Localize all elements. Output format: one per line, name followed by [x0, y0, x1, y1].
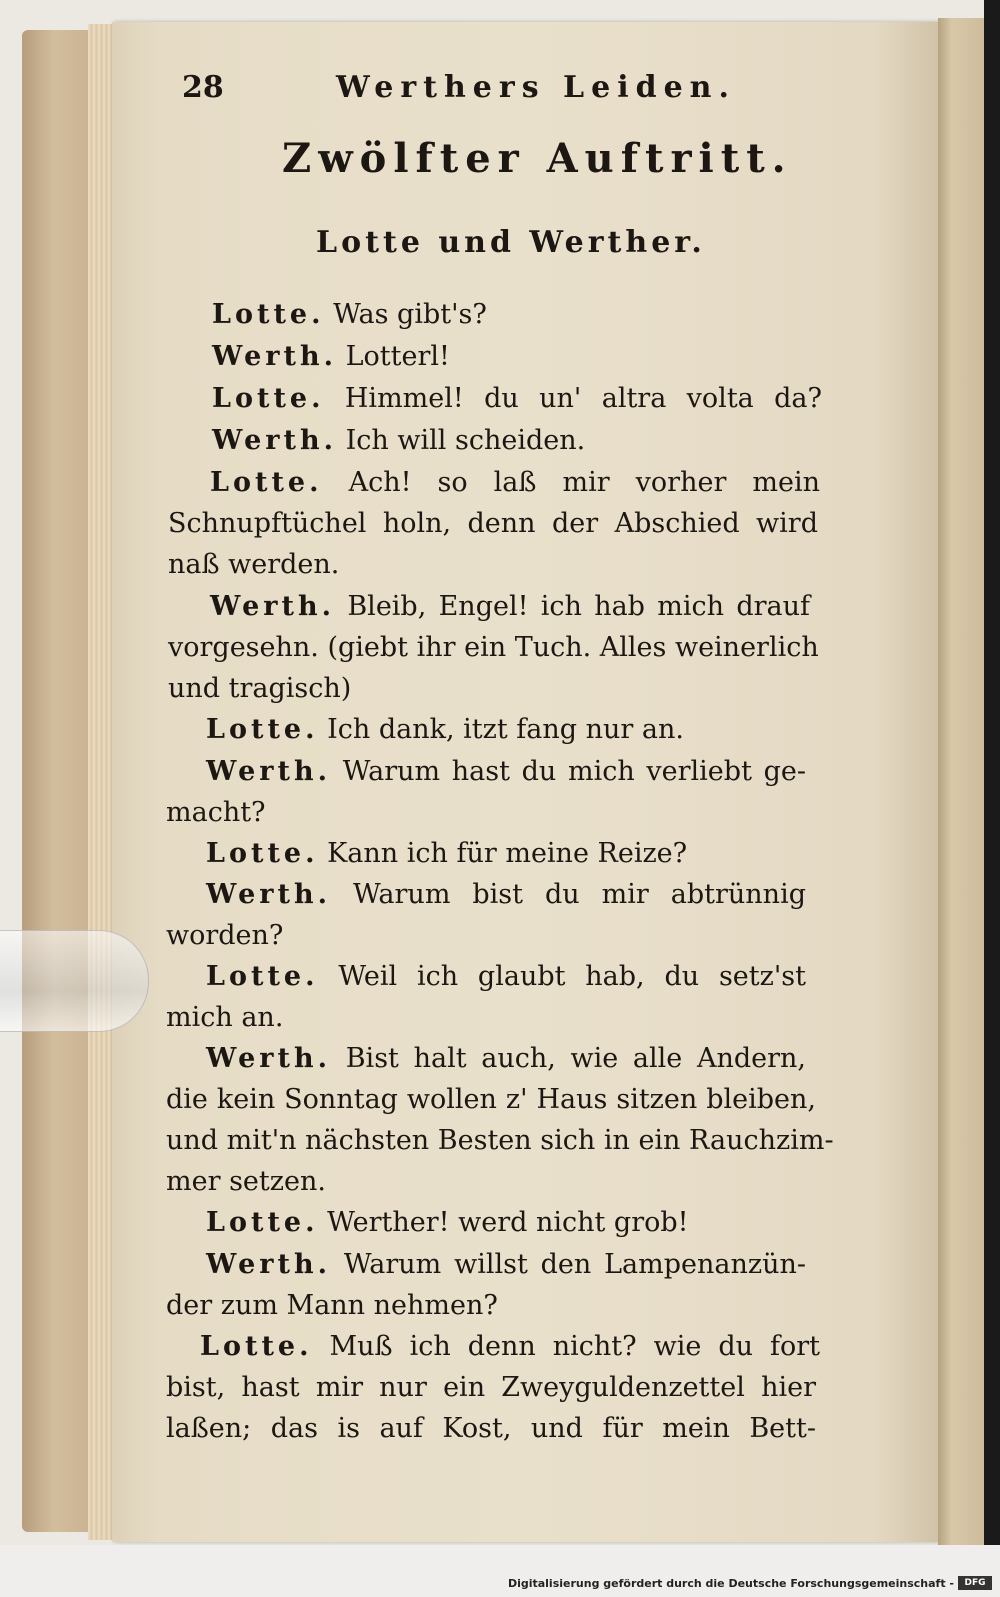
dialogue-text: Warum hast du mich verliebt ge- — [342, 756, 806, 787]
dialogue-line — [212, 382, 822, 416]
dialogue-text: Bleib, Engel! ich hab mich drauf — [347, 591, 810, 622]
dialogue-line — [168, 548, 339, 582]
speaker-name: Werth. — [206, 879, 332, 910]
dialogue-text: worden? — [166, 920, 284, 951]
digitization-credit: Digitalisierung gefördert durch die Deutsche Forschungsgemeinschaft - — [507, 1577, 954, 1590]
dialogue-text: die kein Sonntag wollen z' Haus sitzen bleiben, — [166, 1084, 816, 1115]
dialogue-text: Himmel! du un' altra volta da? — [344, 383, 822, 414]
speaker-name: Lotte. — [206, 838, 319, 869]
dialogue-text: der zum Mann nehmen? — [166, 1290, 498, 1321]
dialogue-text: Warum willst den Lampenanzün- — [343, 1249, 806, 1280]
dialogue-line — [200, 1330, 820, 1364]
dialogue-line — [168, 507, 818, 541]
dialogue-text: bist, hast mir nur ein Zweyguldenzettel hier — [166, 1372, 816, 1403]
dialogue-text: naß werden. — [168, 549, 340, 580]
speaker-name: Werth. — [212, 341, 338, 372]
speaker-name: Werth. — [212, 425, 338, 456]
scene-title: Zwölfter Auftritt. — [282, 135, 793, 182]
speaker-name: Lotte. — [206, 1207, 319, 1238]
dialogue-line — [206, 755, 806, 789]
dialogue-text: Bist halt auch, wie alle Andern, — [345, 1043, 806, 1074]
dialogue-text: vorgesehn. (giebt ihr ein Tuch. Alles weinerlich — [168, 632, 819, 663]
scene-cast: Lotte und Werther. — [316, 225, 706, 260]
dialogue-text: Ich dank, itzt fang nur an. — [327, 714, 684, 745]
dialogue-line — [166, 1165, 326, 1199]
speaker-name: Lotte. — [206, 961, 319, 992]
dialogue-text: mich an. — [166, 1002, 284, 1033]
speaker-name: Lotte. — [206, 714, 319, 745]
dialogue-line — [206, 1248, 806, 1282]
dialogue-text: laßen; das is auf Kost, und für mein Bett- — [166, 1413, 816, 1444]
dialogue-line — [166, 1371, 816, 1405]
dialogue-line — [166, 796, 266, 830]
dialogue-text: Was gibt's? — [333, 299, 487, 330]
speaker-name: Lotte. — [210, 467, 323, 498]
dialogue-line — [212, 340, 450, 374]
dialogue-line — [212, 298, 487, 332]
dialogue-text: Warum bist du mir abtrünnig — [353, 879, 806, 910]
dialogue-line — [166, 1083, 816, 1117]
dialogue-line — [206, 878, 806, 912]
dialogue-text: Ach! so laß mir vorher mein — [348, 467, 820, 498]
dialogue-line — [166, 1289, 498, 1323]
dialogue-line — [206, 960, 806, 994]
dialogue-text: Weil ich glaubt hab, du setz'st — [338, 961, 806, 992]
dialogue-text: Werther! werd nicht grob! — [327, 1207, 689, 1238]
page-number: 28 — [182, 70, 224, 105]
dialogue-line — [166, 1001, 283, 1035]
dialogue-text: Ich will scheiden. — [345, 425, 586, 456]
dialogue-text: mer setzen. — [166, 1166, 326, 1197]
dialogue-text: Muß ich denn nicht? wie du fort — [329, 1331, 820, 1362]
dialogue-text: Lotterl! — [345, 341, 450, 372]
dialogue-text: macht? — [166, 797, 266, 828]
speaker-name: Werth. — [206, 756, 332, 787]
dialogue-line — [206, 1042, 806, 1076]
dialogue-text: Schnupftüchel holn, denn der Abschied wird — [168, 508, 818, 539]
dialogue-line — [166, 919, 283, 953]
speaker-name: Werth. — [206, 1043, 332, 1074]
speaker-name: Werth. — [206, 1249, 332, 1280]
speaker-name: Lotte. — [200, 1331, 313, 1362]
dialogue-line — [168, 631, 818, 665]
dialogue-line — [206, 713, 684, 747]
dialogue-line — [206, 1206, 689, 1240]
dfg-logo: DFG — [958, 1576, 992, 1590]
dialogue-line — [166, 1124, 834, 1158]
dialogue-line — [210, 590, 810, 624]
dialogue-line — [210, 466, 820, 500]
dialogue-line — [166, 1412, 816, 1446]
dialogue-text: und tragisch) — [168, 673, 352, 704]
dialogue-line — [212, 424, 585, 458]
dialogue-text: und mit'n nächsten Besten sich in ein Rauchzim- — [166, 1125, 834, 1156]
speaker-name: Werth. — [210, 591, 336, 622]
page-clip — [0, 930, 149, 1032]
speaker-name: Lotte. — [212, 383, 325, 414]
dialogue-text: Kann ich für meine Reize? — [327, 838, 688, 869]
dialogue-line — [168, 672, 351, 706]
dialogue-line — [206, 837, 687, 871]
running-title: Werthers Leiden. — [336, 70, 736, 105]
speaker-name: Lotte. — [212, 299, 325, 330]
